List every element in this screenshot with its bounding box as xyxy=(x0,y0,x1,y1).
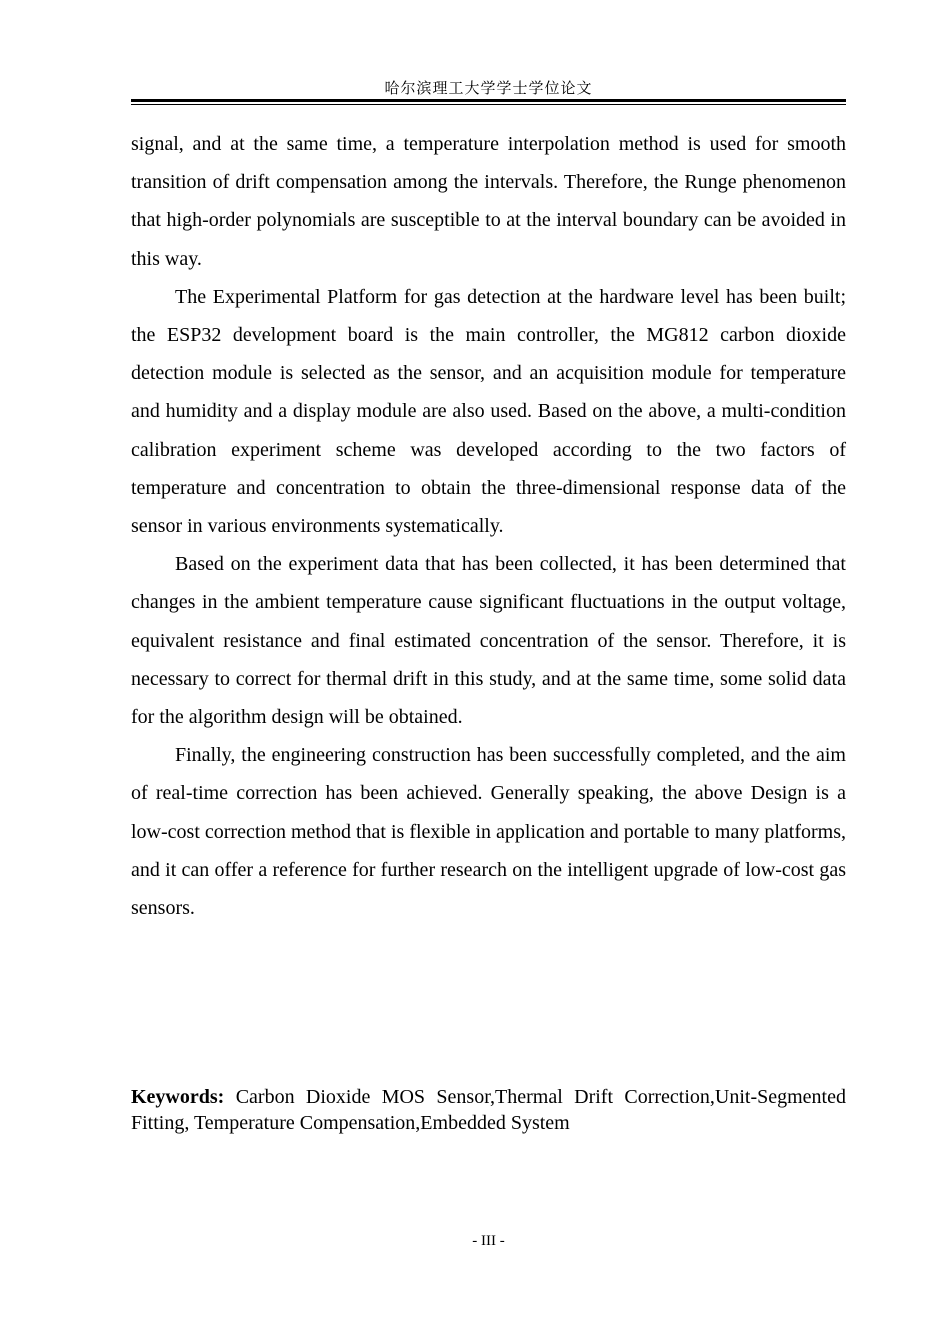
header-rule-thin xyxy=(131,104,846,105)
paragraph-conclusion: Finally, the engineering construction has been successfully completed, and the aim of real-time correction has been achieved. Generally speaking, the above Design is a low-cost correction method that is flexible in application and portable to many platforms, and it can offer a reference for further research on the intelligent upgrade of low-cost gas sensors. xyxy=(131,744,846,920)
keywords-block xyxy=(131,1084,846,1136)
page-number: - III - xyxy=(472,1233,505,1249)
header-rule-thick xyxy=(131,99,846,102)
abstract-body xyxy=(131,125,846,927)
paragraph-platform: The Experimental Platform for gas detection at the hardware level has been built; the ESP32 development board is the main controller, the MG812 carbon dioxide detection module is selected as the sensor, and an acquisition module for temperature and humidity and a display module are also used. Based on the above, a multi-condition calibration experiment scheme was developed according to the two factors of temperature and concentration to obtain the three-dimensional response data of the sensor in various environments systematically. xyxy=(131,285,846,538)
keywords-text: Carbon Dioxide MOS Sensor,Thermal Drift Correction,Unit-Segmented Fitting, Temperature Compensation,Embedded System xyxy=(131,1086,846,1134)
paragraph-experiment-data: Based on the experiment data that has been collected, it has been determined that changes in the ambient temperature cause significant fluctuations in the output voltage, equivalent resistance and final estimated concentration of the sensor. Therefore, it is necessary to correct for thermal drift in this study, and at the same time, some solid data for the algorithm design will be obtained. xyxy=(131,553,846,729)
paragraph-continuation: signal, and at the same time, a temperature interpolation method is used for smooth transition of drift compensation among the intervals. Therefore, the Runge phenomenon that high-order polynomials are susceptible to at the interval boundary can be avoided in this way. xyxy=(131,133,846,270)
running-header: 哈尔滨理工大学学士学位论文 xyxy=(384,79,593,97)
keywords-label: Keywords: xyxy=(131,1086,225,1108)
